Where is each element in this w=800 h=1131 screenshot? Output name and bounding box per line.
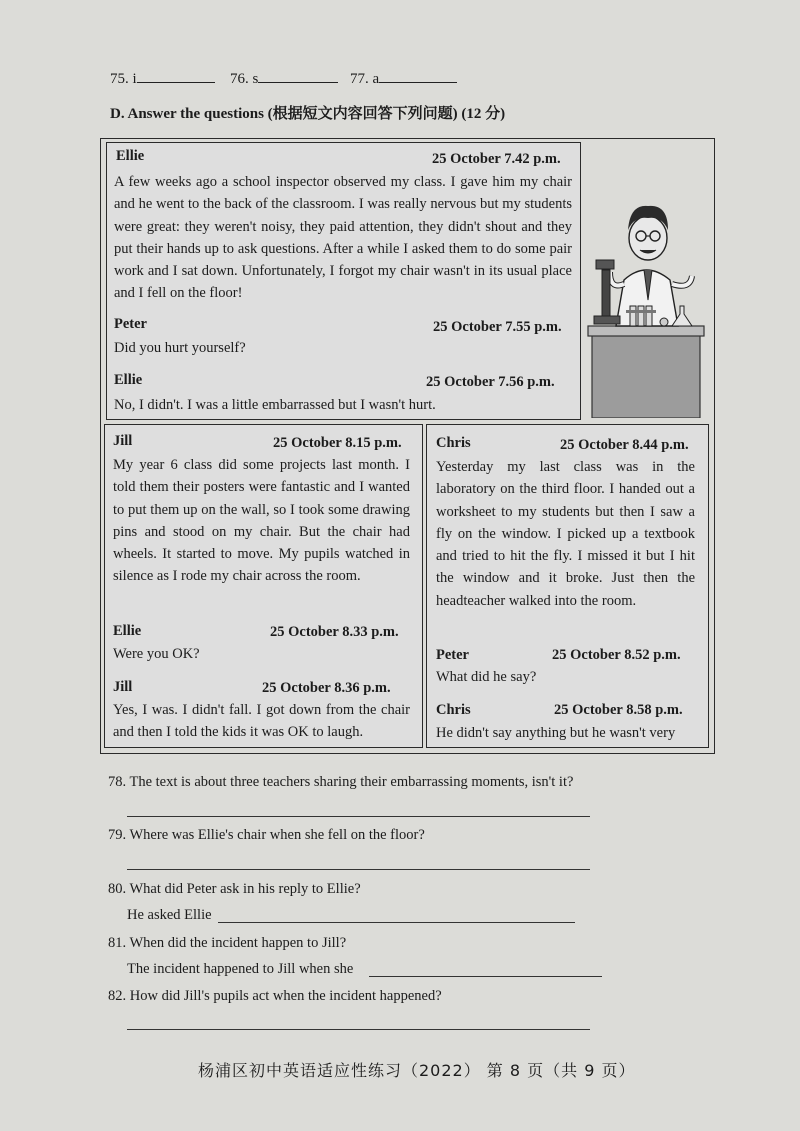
post-author: Chris [436,435,471,451]
answer-line-79[interactable] [127,869,590,870]
question-78: 78. The text is about three teachers sharing their embarrassing moments, isn't it? [108,774,574,790]
post-body: Yesterday my last class was in the laboratory on the third floor. I handed out a worksheet to my students but then I saw a fly on the window. I picked up a textbook and tried to hit the fly. I missed it but I hit the window and it broke. Just then the headteacher walked into the room. [436,459,695,609]
page-footer: 杨浦区初中英语适应性练习（2022） 第 8 页（共 9 页） [198,1061,636,1080]
answer-prefix-81: The incident happened to Jill when she [127,961,354,977]
post-time: 25 October 7.55 p.m. [433,319,562,335]
blank-75[interactable]: 75. i [110,68,215,88]
answer-line-82[interactable] [127,1029,590,1030]
post-author: Ellie [114,372,143,388]
post-time: 25 October 8.33 p.m. [270,624,399,640]
post-time: 25 October 7.42 p.m. [432,151,561,167]
post-time: 25 October 7.56 p.m. [426,374,555,390]
blank-76[interactable]: 76. s [230,68,338,88]
scientist-teacher-illustration [586,160,708,418]
post-body: My year 6 class did some projects last month. I told them their posters were fantastic and I wanted to put them up on the wall, so I took some drawing pins and stood on my chair. But the chair had wheels. It started to move. My pupils watched in silence as I rode my chair across the room. [113,457,410,585]
answer-line-78[interactable] [127,816,590,817]
post-body: A few weeks ago a school inspector observed my class. I gave him my chair and he went to the back of the classroom. I was really nervous but my students were great: they weren't noisy, they paid attention, they didn't shout and they put their hands up to ask questions. After a while I asked them to do some pair work and I sat down. Unfortunately, I forgot my chair wasn't in its usual place and I fell on the floor! [114,174,572,302]
post-time: 25 October 8.52 p.m. [552,647,681,663]
blank-77[interactable]: 77. a [350,68,457,88]
question-80: 80. What did Peter ask in his reply to Ellie? [108,881,361,897]
post-body: Did you hurt yourself? [114,340,246,356]
post-body: Were you OK? [113,646,200,662]
post-body: No, I didn't. I was a little embarrassed but I wasn't hurt. [114,397,436,413]
post-author: Chris [436,702,471,718]
section-title: D. Answer the questions (根据短文内容回答下列问题) (12 分) [110,106,506,122]
post-author: Jill [113,679,133,695]
post-body: What did he say? [436,669,537,685]
question-81: 81. When did the incident happen to Jill? [108,935,347,951]
post-author: Ellie [116,148,145,164]
post-author: Peter [436,647,469,663]
post-author: Peter [114,316,147,332]
post-body: He didn't say anything but he wasn't very [436,725,676,741]
answer-prefix-80: He asked Ellie [127,907,212,923]
question-82: 82. How did Jill's pupils act when the incident happened? [108,988,442,1004]
post-time: 25 October 8.36 p.m. [262,680,391,696]
answer-line-81[interactable] [369,976,602,977]
post-author: Jill [113,433,133,449]
post-time: 25 October 8.15 p.m. [273,435,402,451]
question-79: 79. Where was Ellie's chair when she fell on the floor? [108,827,425,843]
post-time: 25 October 8.44 p.m. [560,437,689,453]
answer-line-80[interactable] [218,922,575,923]
post-time: 25 October 8.58 p.m. [554,702,683,718]
post-author: Ellie [113,623,142,639]
post-body: Yes, I was. I didn't fall. I got down from the chair and then I told the kids it was OK to laugh. [113,702,410,741]
